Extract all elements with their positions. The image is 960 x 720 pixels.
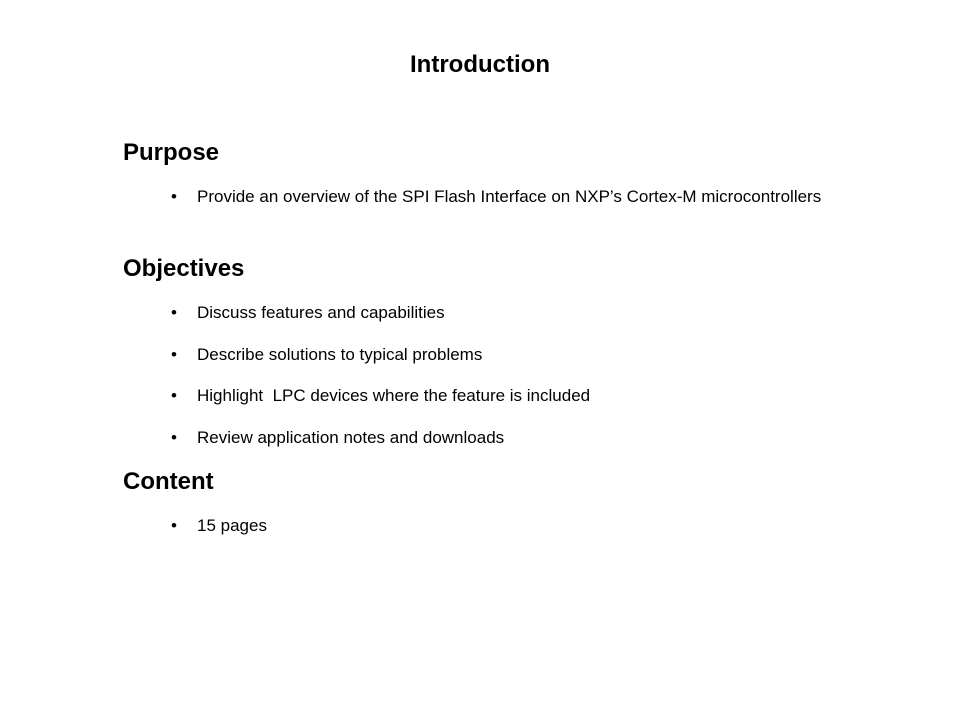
bullet-text: Review application notes and downloads (197, 428, 505, 447)
bullet-icon: • (171, 345, 177, 364)
slide-title: Introduction (410, 51, 550, 78)
section-heading-objectives: Objectives (123, 255, 245, 282)
objectives-bullet-1 (171, 301, 851, 324)
section-heading-purpose: Purpose (123, 139, 220, 166)
bullet-icon: • (171, 386, 177, 405)
objectives-bullet-3 (171, 384, 851, 407)
bullet-icon: • (171, 303, 177, 322)
content-bullet-1 (171, 514, 851, 537)
bullet-text: Describe solutions to typical problems (197, 345, 483, 364)
objectives-bullet-4 (171, 426, 851, 449)
bullet-icon: • (171, 187, 177, 206)
bullet-text: Discuss features and capabilities (197, 303, 445, 322)
purpose-bullet-1 (171, 185, 851, 208)
bullet-icon: • (171, 428, 177, 447)
bullet-text: Highlight LPC devices where the feature is included (197, 386, 591, 405)
section-heading-content: Content (123, 468, 214, 495)
bullet-text: 15 pages (197, 516, 267, 535)
objectives-bullet-2 (171, 343, 851, 366)
bullet-icon: • (171, 516, 177, 535)
bullet-text: Provide an overview of the SPI Flash Interface on NXP’s Cortex-M microcontrollers (197, 187, 822, 206)
